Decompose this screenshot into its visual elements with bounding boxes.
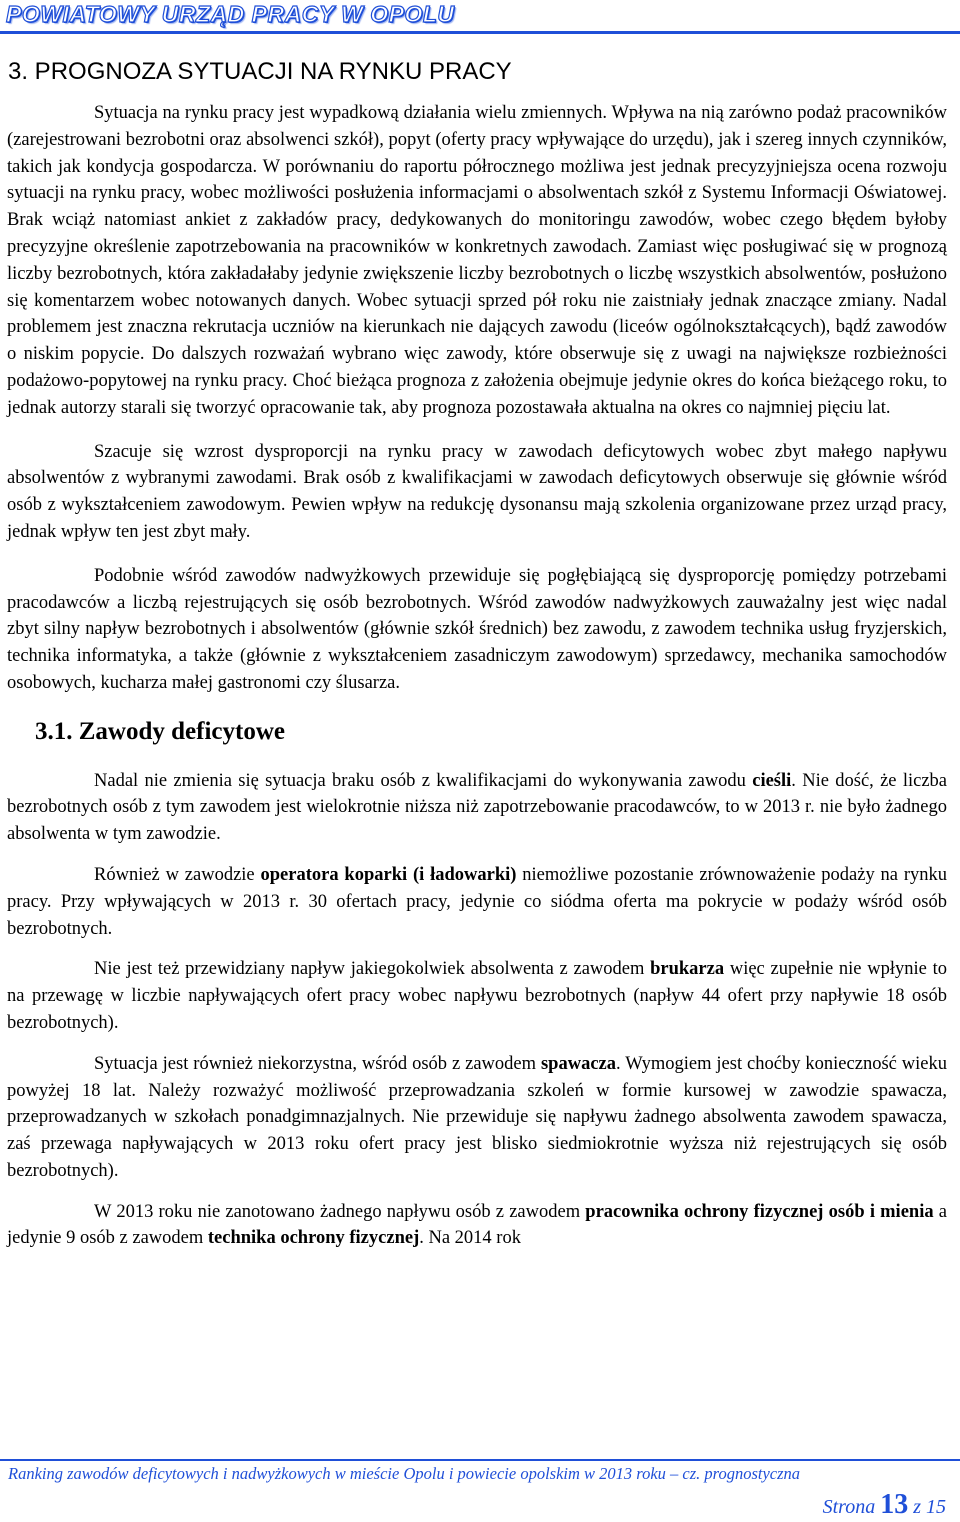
current-page: 13	[880, 1489, 909, 1520]
paragraph	[7, 1051, 947, 1185]
text-run: a jedynie 9 osób z zawodem	[7, 1201, 947, 1249]
occupation-name: spawacza	[540, 1053, 616, 1074]
text-run: Również w zawodzie	[94, 864, 261, 885]
occupation-name: cieśli	[752, 770, 792, 791]
subsection-heading: 3.1. Zawody deficytowe	[35, 717, 285, 745]
paragraph: Szacuje się wzrost dysproporcji na rynku pracy w zawodach deficytowych wobec zbyt małego napływu absolwentów z wybranymi zawodami. Brak osób z kwalifikacjami w zawodach deficytowych obserwuje się głównie wśród osób z wykształceniem zawodowym. Pewien wpływ na redukcję dysonansu mają szkolenia organizowane przez urząd pracy, jednak wpływ ten jest zbyt mały.	[7, 441, 947, 542]
page-number	[823, 1489, 946, 1521]
total-pages: 15	[926, 1496, 946, 1518]
text-run: W 2013 roku nie zanotowano żadnego napływu osób z zawodem	[94, 1201, 586, 1222]
text-run: . Na 2014 rok	[419, 1228, 521, 1249]
text-run: . Nie dość, że liczba bezrobotnych osób z tym zawodem jest wielokrotnie niższa niż zapotrzebowanie pracodawców, to w 2013 r. nie było żadnego absolwenta w tym zawodzie.	[7, 770, 947, 845]
text-run: Nie jest też przewidziany napływ jakiegokolwiek absolwenta z zawodem	[94, 959, 651, 980]
occupation-name: operatora koparki (i ładowarki)	[260, 864, 517, 885]
text-run: . Wymogiem jest choćby konieczność wieku powyżej 18 lat. Należy rozważyć możliwość przeprowadzania szkoleń w formie kursowej w zawodzie spawacza, przeprowadzanych w szkołach ponadgimnazjalnych. Nie przewiduje się napływu żadnego absolwenta zawodem spawacza, zaś przewaga napływających w 2013 roku ofert pracy jest blisko siedmiokrotnie wyższa niż rejestrujących się osób bezrobotnych).	[7, 1053, 948, 1181]
footer-caption: Ranking zawodów deficytowych i nadwyżkowych w mieście Opolu i powiecie opolskim w 2013 roku – cz. prognostyczna	[8, 1464, 801, 1483]
footer-rule	[0, 1459, 960, 1461]
paragraph	[7, 768, 947, 848]
paragraph: Podobnie wśród zawodów nadwyżkowych przewiduje się pogłębiającą się dysproporcję pomiędzy potrzebami pracodawców a liczbą rejestrujących się osób bezrobotnych. Wśród zawodów nadwyżkowych zauważalny jest więc nadal zbyt silny napływ bezrobotnych i absolwentów (głównie szkół średnich) bez zawodu, z zawodem technika usług fryzjerskich, technika informatyka, a także (głównie z wykształceniem zasadniczym zawodowym) sprzedawcy, mechanika samochodów osobowych, kucharza małej gastronomi czy ślusarza.	[7, 565, 947, 693]
occupation-name: brukarza	[650, 959, 725, 980]
text-run: niemożliwe pozostanie zrównoważenie podaży na rynku pracy. Przy wpływających w 2013 r. 30 ofertach pracy, jedynie co siódma oferta ma pokrycie w podaży wśród osób bezrobotnych.	[7, 864, 947, 939]
section-heading: 3. PROGNOZA SYTUACJI NA RYNKU PRACY	[8, 58, 512, 85]
occupation-name: pracownika ochrony fizycznej osób i mienia	[585, 1201, 934, 1222]
text-run: więc zupełnie nie wpłynie to na przewagę w liczbie napływających ofert pracy wobec napływu bezrobotnych (napływ 44 ofert przy napływie 18 osób bezrobotnych).	[7, 959, 947, 1033]
paragraph	[7, 956, 947, 1036]
paragraph	[7, 1199, 947, 1253]
paragraph	[7, 862, 947, 942]
document-body	[7, 100, 947, 1266]
page-separator: z	[908, 1496, 926, 1518]
office-name-logo: POWIATOWY URZĄD PRACY W OPOLU	[6, 1, 455, 27]
paragraph: Sytuacja na rynku pracy jest wypadkową działania wielu zmiennych. Wpływa na nią zarówno podaż pracowników (zarejestrowani bezrobotni oraz absolwenci szkół), popyt (oferty pracy wpływające do urzędu), jak i szereg innych czynników, takich jak kondycja gospodarcza. W porównaniu do raportu półrocznego możliwa jest jednak precyzyjniejsza ocena rozwoju sytuacji na rynku pracy, wobec możliwości posłużenia informacjami o absolwentach szkół z Systemu Informacji Oświatowej. Brak wciąż natomiast ankiet z zakładów pracy, dedykowanych do monitoringu zawodów, wobec czego błędem byłoby precyzyjne określenie zapotrzebowania na pracowników w konkretnych zawodach. Zamiast więc posługiwać się w prognozą liczby bezrobotnych, która zakładałaby jedynie zwiększenie liczby bezrobotnych o liczbę wszystkich absolwentów, posłużono się komentarzem wobec notowanych danych. Wobec sytuacji sprzed pół roku nie zaistniały jednak znaczące zmiany. Nadal problemem jest znaczna rekrutacja uczniów na kierunkach nie dających zawodu (liceów ogólnokształcących), bądź zawodów o niskim popycie. Do dalszych rozważań wybrano więc zawody, które obserwuje się z uwagi na największe rozbieżności podażowo-popytowej na rynku pracy. Choć bieżąca prognoza z założenia obejmuje jedynie okres do końca bieżącego roku, to jednak autorzy starali się tworzyć opracowanie tak, aby prognoza pozostawała aktualna na okres co najmniej pięciu lat.	[7, 103, 947, 418]
text-run: Nadal nie zmienia się sytuacja braku osób z kwalifikacjami do wykonywania zawodu	[94, 770, 753, 791]
page-prefix: Strona	[822, 1496, 881, 1518]
header-rule	[0, 31, 960, 34]
header-banner	[0, 0, 960, 30]
occupation-name: technika ochrony fizycznej	[207, 1228, 420, 1249]
text-run: Sytuacja jest również niekorzystna, wśród osób z zawodem	[94, 1053, 541, 1074]
